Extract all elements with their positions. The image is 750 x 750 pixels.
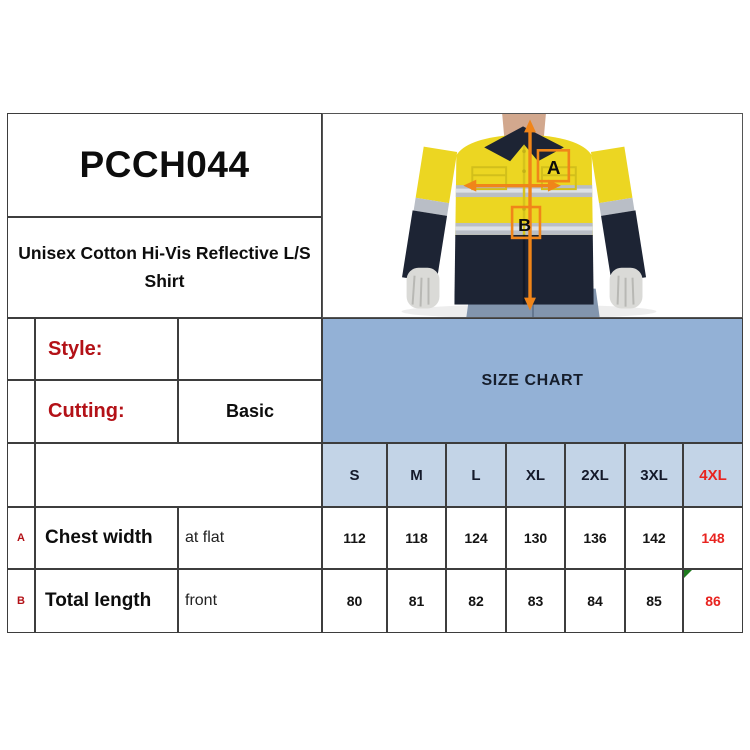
point-b-label: B — [518, 214, 532, 235]
size-col-2xl: 2XL — [565, 443, 625, 507]
style-value — [178, 318, 322, 380]
left-glove — [407, 268, 440, 309]
chest-width-label: Chest width — [35, 507, 178, 569]
right-glove — [610, 268, 643, 309]
chest-width-desc: at flat — [178, 507, 322, 569]
size-col-3xl: 3XL — [625, 443, 683, 507]
spacer-cell — [7, 380, 35, 443]
chest-value-xl: 130 — [506, 507, 565, 569]
length-value-m: 81 — [387, 569, 446, 633]
length-value-4xl: 86 — [683, 569, 743, 633]
left-sleeve — [402, 147, 457, 283]
point-a-label: A — [546, 158, 561, 180]
hi-vis-shirt-photo — [323, 113, 742, 318]
row-marker-b: B — [7, 569, 35, 633]
right-sleeve — [591, 147, 646, 283]
product-photo-cell — [322, 113, 743, 318]
spacer-cell — [7, 318, 35, 380]
size-col-s: S — [322, 443, 387, 507]
chest-value-l: 124 — [446, 507, 506, 569]
cutting-value: Basic — [178, 380, 322, 443]
length-value-s: 80 — [322, 569, 387, 633]
row-marker-a: A — [7, 507, 35, 569]
length-value-2xl: 84 — [565, 569, 625, 633]
style-label: Style: — [35, 318, 178, 380]
product-name: Unisex Cotton Hi-Vis Reflective L/S Shirt — [7, 217, 322, 318]
chest-value-2xl: 136 — [565, 507, 625, 569]
size-col-l: L — [446, 443, 506, 507]
chest-value-3xl: 142 — [625, 507, 683, 569]
size-chart-title: SIZE CHART — [322, 318, 743, 443]
size-col-4xl: 4XL — [683, 443, 743, 507]
cutting-label: Cutting: — [35, 380, 178, 443]
spacer-cell — [7, 443, 35, 507]
spacer-cell — [35, 443, 322, 507]
total-length-desc: front — [178, 569, 322, 633]
size-col-xl: XL — [506, 443, 565, 507]
length-value-xl: 83 — [506, 569, 565, 633]
chest-value-s: 112 — [322, 507, 387, 569]
note-marker — [684, 570, 692, 578]
size-col-m: M — [387, 443, 446, 507]
length-value-l: 82 — [446, 569, 506, 633]
total-length-label: Total length — [35, 569, 178, 633]
product-code: PCCH044 — [7, 113, 322, 217]
length-value-3xl: 85 — [625, 569, 683, 633]
chest-value-m: 118 — [387, 507, 446, 569]
chest-value-4xl: 148 — [683, 507, 743, 569]
